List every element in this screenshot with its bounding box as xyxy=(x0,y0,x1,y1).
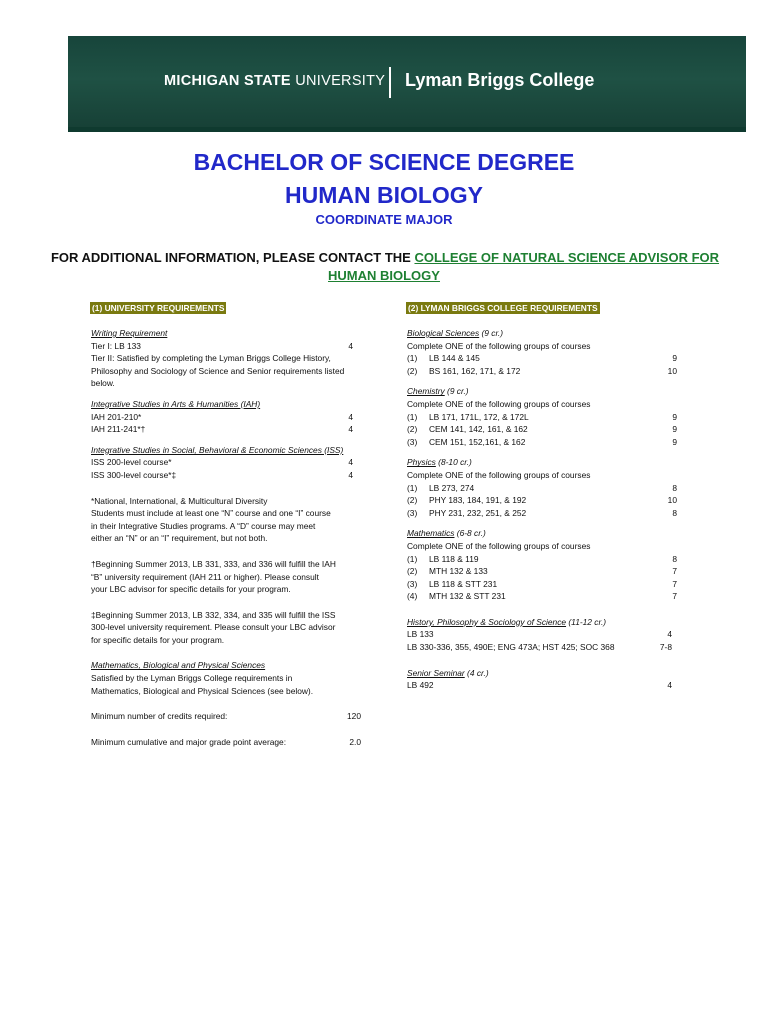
advisor-link[interactable]: COLLEGE OF NATURAL SCIENCE ADVISOR FOR xyxy=(414,250,720,265)
diversity-note: Students must include at least one “N” course and one “I” course xyxy=(91,508,331,519)
banner-underline xyxy=(68,127,746,132)
iah-note: “B” university requirement (IAH 211 or higher). Please consult xyxy=(91,571,319,582)
complete-one-note: Complete ONE of the following groups of courses xyxy=(407,540,591,551)
advisor-link-continued[interactable]: HUMAN BIOLOGY xyxy=(328,268,440,283)
iss-title: Integrative Studies in Social, Behavioral & Economic Sciences (ISS) xyxy=(91,444,344,455)
diversity-note: either an “N” or an “I” requirement, but not both. xyxy=(91,533,268,544)
course-option: (1) LB 171, 171L, 172, & 172L 9 xyxy=(407,411,677,422)
course-option: (2) CEM 141, 142, 161, & 162 9 xyxy=(407,424,677,435)
major-title: HUMAN BIOLOGY xyxy=(284,182,484,208)
hps-title: History, Philosophy & Sociology of Science (11-12 cr.) xyxy=(407,616,607,627)
group-title: Chemistry (9 cr.) xyxy=(407,386,469,397)
course-option: (3) LB 118 & STT 231 7 xyxy=(407,578,677,589)
requirement-row: IAH 201-210* 4 xyxy=(91,411,353,422)
degree-title: BACHELOR OF SCIENCE DEGREE xyxy=(193,149,575,175)
writing-requirement-title: Writing Requirement xyxy=(91,328,168,338)
math-sciences-text: Satisfied by the Lyman Briggs College requirements in xyxy=(91,673,293,684)
requirement-row: ISS 300-level course*‡ 4 xyxy=(91,469,353,480)
iss-note: 300-level university requirement. Please consult your LBC advisor xyxy=(91,622,336,633)
course-row: LB 330-336, 355, 490E; ENG 473A; HST 425; SOC 368 7-8 xyxy=(407,642,672,653)
min-credits-row: Minimum number of credits required: 120 xyxy=(91,711,361,722)
course-option: (2) BS 161, 162, 171, & 172 10 xyxy=(407,365,677,376)
left-column xyxy=(91,327,361,748)
group-title: Biological Sciences (9 cr.) xyxy=(407,328,504,338)
header-banner xyxy=(68,36,746,132)
lbc-requirements-heading: (2) LYMAN BRIGGS COLLEGE REQUIREMENTS xyxy=(408,303,598,313)
tier2-text: below. xyxy=(91,378,115,389)
course-option: (2) PHY 183, 184, 191, & 192 10 xyxy=(407,495,677,506)
course-row: LB 492 4 xyxy=(407,680,672,691)
course-option: (1) LB 273, 274 8 xyxy=(407,482,677,493)
contact-line xyxy=(40,250,730,265)
group-title: Physics (8-10 cr.) xyxy=(407,457,472,468)
iah-note: your LBC advisor for specific details for your program. xyxy=(91,584,291,595)
tier2-text: Tier II: Satisfied by completing the Lyman Briggs College History, xyxy=(91,353,331,364)
course-row: LB 133 4 xyxy=(407,629,672,640)
tier2-text: Philosophy and Sociology of Science and Senior requirements listed xyxy=(91,365,345,376)
wordmark-divider xyxy=(389,67,391,98)
requirement-row: IAH 211-241*† 4 xyxy=(91,424,353,435)
college-wordmark: Lyman Briggs College xyxy=(405,70,595,90)
requirement-row: Tier I: LB 133 4 xyxy=(91,340,353,351)
math-sciences-text: Mathematics, Biological and Physical Sciences (see below). xyxy=(91,685,314,696)
right-column xyxy=(407,327,687,692)
course-option: (2) MTH 132 & 133 7 xyxy=(407,566,677,577)
iss-note: ‡Beginning Summer 2013, LB 332, 334, and 335 will fulfill the ISS xyxy=(91,609,336,620)
iah-title: Integrative Studies in Arts & Humanities (IAH) xyxy=(91,398,261,409)
iss-note: for specific details for your program. xyxy=(91,634,225,645)
min-gpa-row: Minimum cumulative and major grade point average: 2.0 xyxy=(91,736,361,747)
complete-one-note: Complete ONE of the following groups of courses xyxy=(407,340,591,351)
diversity-note: *National, International, & Multicultural Diversity xyxy=(91,495,268,506)
major-subtitle: COORDINATE MAJOR xyxy=(315,212,453,227)
complete-one-note: Complete ONE of the following groups of courses xyxy=(407,398,591,409)
university-wordmark: MICHIGAN STATE UNIVERSITY xyxy=(164,73,386,89)
diversity-note: in their Integrative Studies programs. A “D” course may meet xyxy=(91,520,316,531)
iah-note: †Beginning Summer 2013, LB 331, 333, and 336 will fulfill the IAH xyxy=(91,558,336,569)
requirement-row: ISS 200-level course* 4 xyxy=(91,457,353,468)
course-option: (3) CEM 151, 152,161, & 162 9 xyxy=(407,436,677,447)
course-option: (1) LB 144 & 145 9 xyxy=(407,353,677,364)
math-sciences-title: Mathematics, Biological and Physical Sciences xyxy=(91,660,266,671)
contact-prefix: FOR ADDITIONAL INFORMATION, PLEASE CONTACT THE xyxy=(50,250,415,265)
complete-one-note: Complete ONE of the following groups of courses xyxy=(407,469,591,480)
course-option: (1) LB 118 & 119 8 xyxy=(407,553,677,564)
course-option: (3) PHY 231, 232, 251, & 252 8 xyxy=(407,507,677,518)
contact-line-2 xyxy=(0,268,768,283)
senior-seminar-title: Senior Seminar (4 cr.) xyxy=(407,667,489,678)
university-requirements-heading: (1) UNIVERSITY REQUIREMENTS xyxy=(92,303,225,313)
course-option: (4) MTH 132 & STT 231 7 xyxy=(407,591,677,602)
group-title: Mathematics (6-8 cr.) xyxy=(407,528,486,539)
